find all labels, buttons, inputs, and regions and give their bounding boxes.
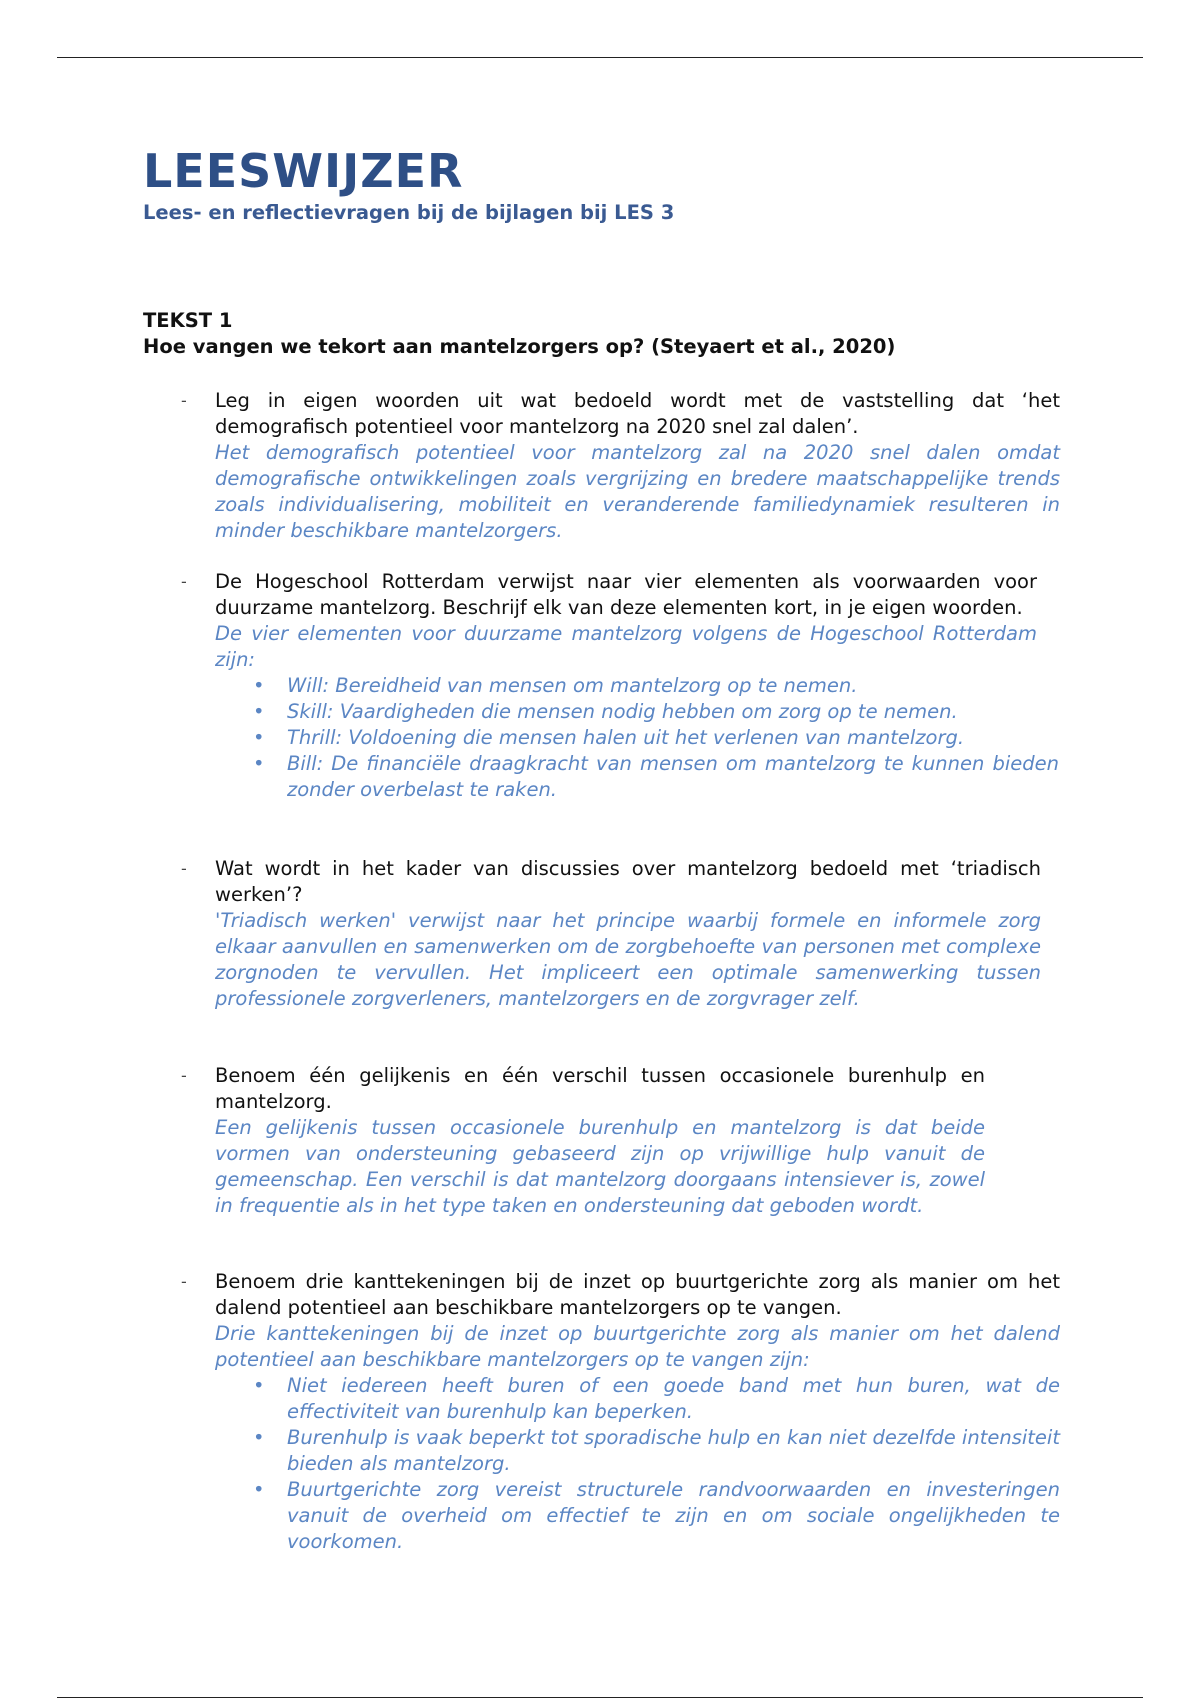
section-heading: Hoe vangen we tekort aan mantelzorgers op? (Steyaert et al., 2020) — [143, 335, 896, 358]
footer-rule — [57, 1697, 1143, 1698]
list-item: • Burenhulp is vaak beperkt tot sporadische hulp en kan niet dezelfde intensiteit bieden als mantelzorg. — [253, 1426, 1060, 1475]
question-block-3 — [181, 856, 1041, 1012]
answer-text: 'Triadisch werken' verwijst naar het principe waarbij formele en informele zorg elkaar aanvullen en samenwerken om de zorgbehoefte van personen met complexe zorgnoden te vervullen. Het impliceert een optimale samenwerking tussen professionele zorgverleners, mantelzorgers en de zorgvrager zelf. — [215, 909, 1041, 1010]
question-text: Benoem één gelijkenis en één verschil tussen occasionele burenhulp en mantelzorg. — [215, 1064, 985, 1113]
list-item: • Niet iedereen heeft buren of een goede band met hun buren, wat de effectiviteit van burenhulp kan beperken. — [253, 1374, 1060, 1423]
bullet-icon: • — [253, 700, 265, 723]
list-item: • Buurtgerichte zorg vereist structurele randvoorwaarden en investeringen vanuit de overheid om effectief te zijn en om sociale ongelijkheden te voorkomen. — [253, 1478, 1060, 1553]
question-block-2 — [181, 569, 1059, 803]
question-block-4 — [181, 1063, 985, 1219]
bullet-icon: • — [253, 752, 265, 775]
answer-block — [215, 1321, 1060, 1555]
answer-list — [215, 673, 1059, 803]
answer-list — [215, 1373, 1060, 1555]
list-item: • Thrill: Voldoening die mensen halen uit het verlenen van mantelzorg. — [253, 726, 965, 749]
dash-marker: - — [181, 391, 187, 410]
section-label: TEKST 1 — [143, 309, 233, 332]
question-text: De Hogeschool Rotterdam verwijst naar vier elementen als voorwaarden voor duurzame mantelzorg. Beschrijf elk van deze elementen kort, in je eigen woorden. — [215, 570, 1037, 619]
bullet-icon: • — [253, 726, 265, 749]
bullet-icon: • — [253, 1374, 265, 1397]
dash-marker: - — [181, 1066, 187, 1085]
question-text: Wat wordt in het kader van discussies over mantelzorg bedoeld met ‘triadisch werken’? — [215, 857, 1041, 906]
list-item: • Will: Bereidheid van mensen om mantelzorg op te nemen. — [253, 674, 858, 697]
bullet-icon: • — [253, 1426, 265, 1449]
bullet-icon: • — [253, 1478, 265, 1501]
answer-intro: Drie kanttekeningen bij de inzet op buurtgerichte zorg als manier om het dalend potentieel aan beschikbare mantelzorgers op te vangen zijn: — [215, 1322, 1060, 1371]
list-item: • Bill: De financiële draagkracht van mensen om mantelzorg te kunnen bieden zonder overbelast te raken. — [253, 752, 1059, 801]
question-block-5 — [181, 1269, 1060, 1555]
answer-block — [215, 621, 1059, 803]
answer-text: Het demografisch potentieel voor mantelzorg zal na 2020 snel dalen omdat demografische ontwikkelingen zoals vergrijzing en bredere maatschappelijke trends zoals individualisering, mobiliteit en veranderende familiedynamiek resulteren in minder beschikbare mantelzorgers. — [215, 441, 1060, 542]
answer-text: Een gelijkenis tussen occasionele burenhulp en mantelzorg is dat beide vormen van ondersteuning gebaseerd zijn op vrijwillige hulp vanuit de gemeenschap. Een verschil is dat mantelzorg doorgaans intensiever is, zowel in frequentie als in het type taken en ondersteuning dat geboden wordt. — [215, 1116, 985, 1217]
dash-marker: - — [181, 859, 187, 878]
dash-marker: - — [181, 572, 187, 591]
page-subtitle: Lees- en reflectievragen bij de bijlagen bij LES 3 — [143, 201, 675, 224]
question-text: Benoem drie kanttekeningen bij de inzet op buurtgerichte zorg als manier om het dalend potentieel aan beschikbare mantelzorgers op te vangen. — [215, 1270, 1060, 1319]
question-text: Leg in eigen woorden uit wat bedoeld wordt met de vaststelling dat ‘het demografisch potentieel voor mantelzorg na 2020 snel zal dalen’. — [215, 389, 1060, 438]
bullet-icon: • — [253, 674, 265, 697]
dash-marker: - — [181, 1272, 187, 1291]
answer-intro: De vier elementen voor duurzame mantelzorg volgens de Hogeschool Rotterdam zijn: — [215, 622, 1037, 671]
page-title: LEESWIJZER — [143, 144, 464, 198]
header-rule — [57, 57, 1143, 58]
question-block-1 — [181, 388, 1060, 544]
section-header — [143, 308, 895, 360]
list-item: • Skill: Vaardigheden die mensen nodig hebben om zorg op te nemen. — [253, 700, 958, 723]
